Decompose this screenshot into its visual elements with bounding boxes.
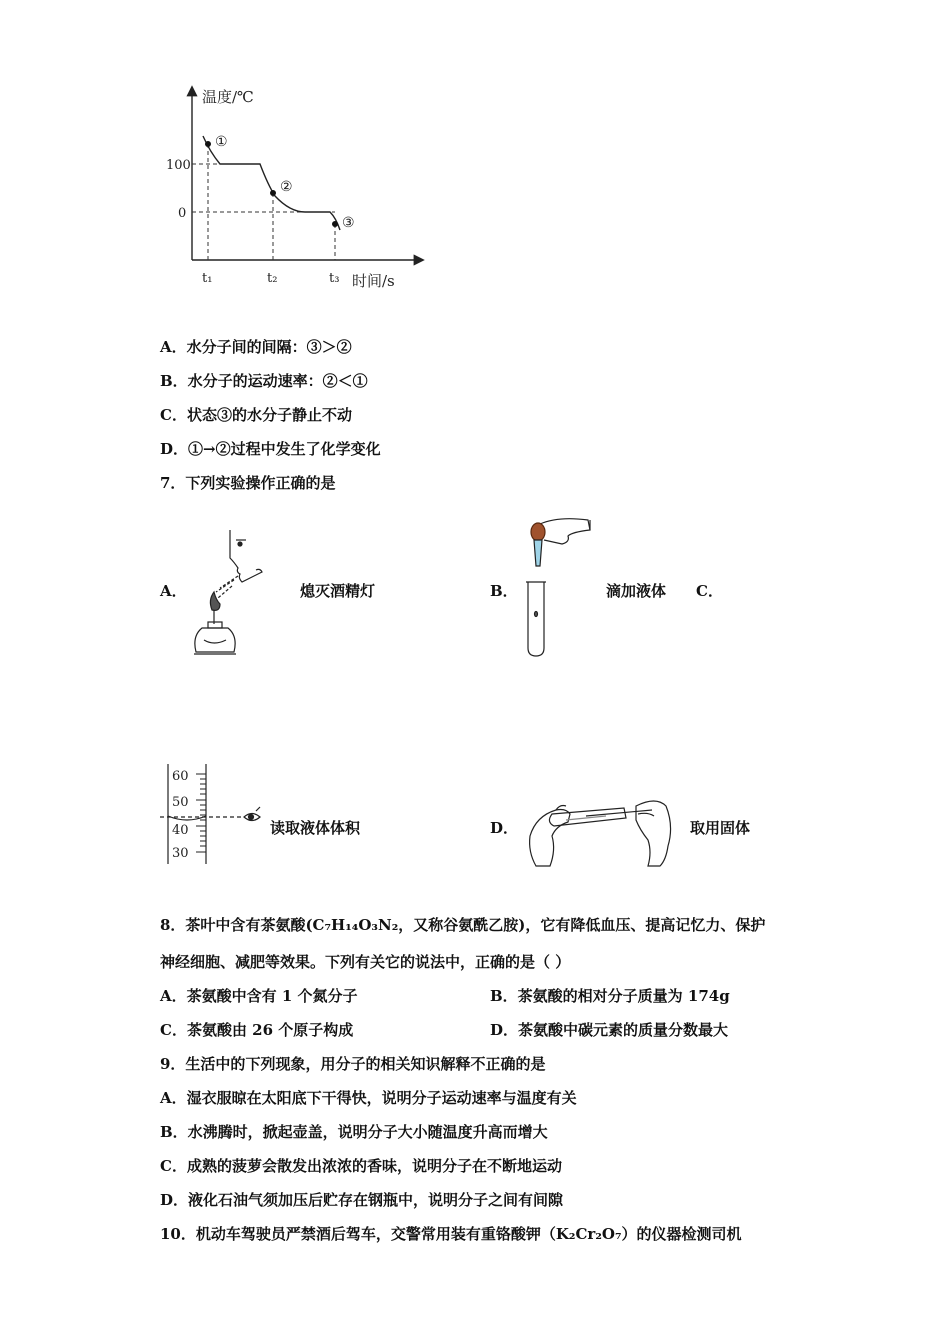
x-tick-t1: t₁: [202, 271, 213, 286]
q9-option-a: A．湿衣服晾在太阳底下干得快，说明分子运动速率与温度有关: [160, 1089, 577, 1107]
marker-2: ②: [280, 179, 293, 195]
cylinder-tick-60: 60: [172, 769, 189, 784]
marker-3: ③: [342, 215, 355, 231]
x-axis-label: 时间/s: [352, 272, 395, 290]
q7-option-c-letter: C．: [696, 582, 723, 600]
q9-option-b: B．水沸腾时，掀起壶盖，说明分子大小随温度升高而增大: [160, 1123, 548, 1141]
q6-option-b: B．水分子的运动速率：②＜①: [160, 372, 368, 390]
q8-stem-line1: 8．茶叶中含有茶氨酸(C₇H₁₄O₃N₂，又称谷氨酰乙胺)，它有降低血压、提高记忆力、保护: [160, 916, 766, 934]
q7-option-a-letter: A．: [160, 582, 187, 600]
q8-option-a: A．茶氨酸中含有 1 个氮分子: [160, 987, 358, 1005]
cylinder-tick-30: 30: [172, 846, 189, 861]
q7-option-d-label: 取用固体: [690, 819, 751, 837]
q6-option-a: A．水分子间的间隔：③＞②: [160, 338, 352, 356]
q7-option-b-label: 滴加液体: [606, 582, 667, 600]
q6-option-c: C．状态③的水分子静止不动: [160, 406, 352, 424]
q7-option-c-label: 读取液体体积: [270, 819, 361, 837]
alcohol-lamp-illustration: [190, 528, 275, 660]
q10-stem: 10．机动车驾驶员严禁酒后驾车，交警常用装有重铬酸钾（K₂Cr₂O₇）的仪器检测司机: [160, 1225, 742, 1243]
q8-option-d: D．茶氨酸中碳元素的质量分数最大: [490, 1021, 729, 1039]
q8-option-b: B．茶氨酸的相对分子质量为 174g: [490, 987, 730, 1005]
q8-stem-line2: 神经细胞、减肥等效果。下列有关它的说法中，正确的是（ ）: [160, 953, 571, 971]
q6-option-d: D．①→②过程中发生了化学变化: [160, 440, 381, 458]
x-tick-t3: t₃: [329, 271, 340, 286]
q8-option-c: C．茶氨酸由 26 个原子构成: [160, 1021, 354, 1039]
temperature-time-graph: [150, 80, 440, 300]
graduated-cylinder-illustration: [160, 760, 270, 868]
solid-taking-illustration: [526, 796, 676, 872]
q7-option-b-letter: B．: [490, 582, 518, 600]
q7-stem: 7．下列实验操作正确的是: [160, 474, 336, 492]
cylinder-tick-40: 40: [172, 823, 189, 838]
q9-option-c: C．成熟的菠萝会散发出浓浓的香味，说明分子在不断地运动: [160, 1157, 562, 1175]
point-2: [270, 190, 276, 196]
marker-1: ①: [215, 134, 228, 150]
q7-option-a-label: 熄灭酒精灯: [300, 582, 376, 600]
point-3: [332, 221, 338, 227]
q9-option-d: D．液化石油气须加压后贮存在钢瓶中，说明分子之间有间隙: [160, 1191, 564, 1209]
y-axis-label: 温度/℃: [202, 88, 254, 106]
q7-option-d-letter: D．: [490, 819, 519, 837]
cylinder-tick-50: 50: [172, 795, 189, 810]
point-1: [205, 141, 211, 147]
dropper-illustration: [518, 514, 598, 660]
y-tick-100: 100: [166, 158, 191, 173]
cooling-curve: [203, 136, 340, 230]
q9-stem: 9．生活中的下列现象，用分子的相关知识解释不正确的是: [160, 1055, 546, 1073]
y-tick-0: 0: [178, 206, 187, 221]
x-tick-t2: t₂: [267, 271, 278, 286]
